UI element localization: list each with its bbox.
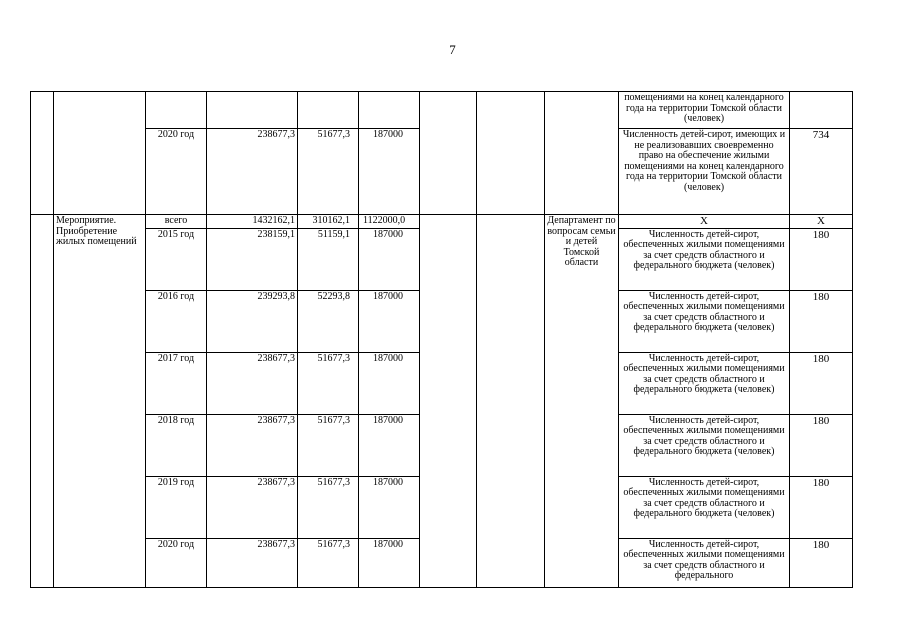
executor-cell: Департамент по вопросам семьи и детей Томской области bbox=[545, 215, 619, 588]
total-cell: 238677,3 bbox=[207, 414, 298, 476]
regional-cell: 52293,8 bbox=[298, 290, 359, 352]
other-cell bbox=[477, 92, 545, 215]
value-cell: 180 bbox=[790, 414, 853, 476]
federal-cell: 187000 bbox=[359, 290, 420, 352]
federal-cell: 187000 bbox=[359, 129, 420, 215]
regional-cell: 51677,3 bbox=[298, 476, 359, 538]
regional-cell: 51677,3 bbox=[298, 538, 359, 587]
federal-cell: 187000 bbox=[359, 228, 420, 290]
other-cell bbox=[477, 215, 545, 588]
regional-cell: 51677,3 bbox=[298, 414, 359, 476]
total-cell: 238677,3 bbox=[207, 476, 298, 538]
indicator-cell: Численность детей-сирот, обеспеченных жилыми помещениями за счет средств областного и федерального бюджета (человек) bbox=[619, 352, 790, 414]
year-cell bbox=[146, 92, 207, 129]
program-table bbox=[30, 91, 853, 588]
total-cell: 1432162,1 bbox=[207, 215, 298, 229]
regional-cell: 51677,3 bbox=[298, 129, 359, 215]
table-row-total bbox=[31, 215, 853, 229]
number-cell bbox=[31, 92, 54, 215]
federal-cell: 187000 bbox=[359, 414, 420, 476]
total-cell: 238677,3 bbox=[207, 352, 298, 414]
local-cell bbox=[420, 215, 477, 588]
event-name-cell: Мероприятие. Приобретение жилых помещений bbox=[54, 215, 146, 588]
total-cell: 238677,3 bbox=[207, 129, 298, 215]
year-cell: 2016 год bbox=[146, 290, 207, 352]
value-cell: Х bbox=[790, 215, 853, 229]
total-cell bbox=[207, 92, 298, 129]
local-cell bbox=[420, 92, 477, 215]
total-cell: 238159,1 bbox=[207, 228, 298, 290]
year-cell: 2020 год bbox=[146, 129, 207, 215]
federal-cell: 1122000,0 bbox=[359, 215, 420, 229]
indicator-cell: помещениями на конец календарного года на территории Томской области (человек) bbox=[619, 92, 790, 129]
regional-cell: 51159,1 bbox=[298, 228, 359, 290]
federal-cell: 187000 bbox=[359, 352, 420, 414]
executor-cell-prev bbox=[545, 92, 619, 215]
regional-cell: 51677,3 bbox=[298, 352, 359, 414]
value-cell: 180 bbox=[790, 290, 853, 352]
total-cell: 238677,3 bbox=[207, 538, 298, 587]
value-cell: 180 bbox=[790, 476, 853, 538]
indicator-cell: Численность детей-сирот, имеющих и не реализовавших своевременно право на обеспечение жилыми помещениями на конец календарного года на территории Томской области (человек) bbox=[619, 129, 790, 215]
value-cell: 180 bbox=[790, 538, 853, 587]
regional-cell: 310162,1 bbox=[298, 215, 359, 229]
indicator-cell: Численность детей-сирот, обеспеченных жилыми помещениями за счет средств областного и федерального бюджета (человек) bbox=[619, 290, 790, 352]
value-cell: 180 bbox=[790, 228, 853, 290]
regional-cell bbox=[298, 92, 359, 129]
federal-cell: 187000 bbox=[359, 538, 420, 587]
indicator-cell: Численность детей-сирот, обеспеченных жилыми помещениями за счет средств областного и федерального бюджета (человек) bbox=[619, 414, 790, 476]
indicator-cell: Численность детей-сирот, обеспеченных жилыми помещениями за счет средств областного и федерального bbox=[619, 538, 790, 587]
number-cell bbox=[31, 215, 54, 588]
table-row-continuation bbox=[31, 92, 853, 129]
year-cell: 2020 год bbox=[146, 538, 207, 587]
event-cell-prev bbox=[54, 92, 146, 215]
page-number: 7 bbox=[449, 42, 456, 57]
indicator-cell: Х bbox=[619, 215, 790, 229]
year-cell: 2017 год bbox=[146, 352, 207, 414]
year-cell: 2019 год bbox=[146, 476, 207, 538]
value-cell: 734 bbox=[790, 129, 853, 215]
value-cell: 180 bbox=[790, 352, 853, 414]
value-cell bbox=[790, 92, 853, 129]
year-cell: 2015 год bbox=[146, 228, 207, 290]
federal-cell bbox=[359, 92, 420, 129]
federal-cell: 187000 bbox=[359, 476, 420, 538]
year-cell: всего bbox=[146, 215, 207, 229]
year-cell: 2018 год bbox=[146, 414, 207, 476]
indicator-cell: Численность детей-сирот, обеспеченных жилыми помещениями за счет средств областного и федерального бюджета (человек) bbox=[619, 228, 790, 290]
indicator-cell: Численность детей-сирот, обеспеченных жилыми помещениями за счет средств областного и федерального бюджета (человек) bbox=[619, 476, 790, 538]
total-cell: 239293,8 bbox=[207, 290, 298, 352]
